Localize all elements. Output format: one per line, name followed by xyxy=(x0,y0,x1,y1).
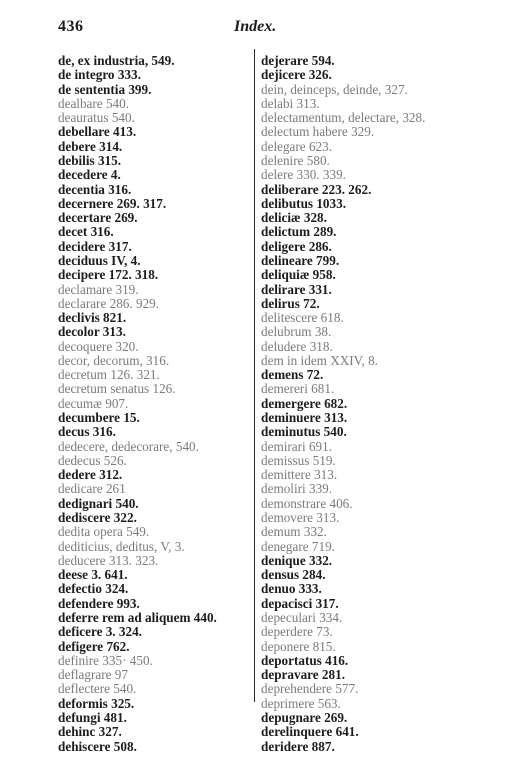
index-entry: dediticius, deditus, V, 3. xyxy=(58,538,185,554)
index-entry: densus 284. xyxy=(261,567,326,583)
index-entry: deducere 313. 323. xyxy=(58,552,159,568)
index-entry: decipere 172. 318. xyxy=(58,267,159,283)
index-entry: deprimere 563. xyxy=(261,695,341,711)
index-entry: demonstrare 406. xyxy=(261,495,353,511)
index-entry: defungi 481. xyxy=(58,709,127,725)
index-entry: demum 332. xyxy=(261,524,327,540)
index-entry: decedere 4. xyxy=(58,167,121,183)
index-entry: demereri 681. xyxy=(261,381,335,397)
index-entry: dejerare 594. xyxy=(261,53,335,68)
index-entry: de, ex industria, 549. xyxy=(58,53,175,68)
index-column-right xyxy=(261,54,425,754)
index-entry: de sententia 399. xyxy=(58,81,152,97)
index-entry: deciduus IV, 4. xyxy=(58,252,141,268)
index-entry: declarare 286. 929. xyxy=(58,295,160,311)
index-entry: delere 330. 339. xyxy=(261,167,346,183)
index-entry: defendere 993. xyxy=(58,595,140,611)
index-entry: delabi 313. xyxy=(261,95,320,111)
index-entry: dem in idem XXIV, 8. xyxy=(261,352,378,368)
index-entry: demittere 313. xyxy=(261,467,338,483)
index-entry: debere 314. xyxy=(58,138,123,154)
index-entry: deminutus 540. xyxy=(261,424,347,440)
index-entry: delirare 331. xyxy=(261,281,332,297)
index-entry: deprehendere 577. xyxy=(261,681,359,697)
index-entry: demens 72. xyxy=(261,367,324,383)
index-entry: dehiscere 508. xyxy=(58,738,137,754)
index-entry: demissus 519. xyxy=(261,452,336,468)
index-entry: deportatus 416. xyxy=(261,652,349,668)
index-entry: deridere 887. xyxy=(261,738,335,754)
index-entry: decet 316. xyxy=(58,224,114,240)
index-entry: decertare 269. xyxy=(58,210,138,226)
index-entry: delectum habere 329. xyxy=(261,124,375,140)
index-entry: decernere 269. 317. xyxy=(58,195,167,211)
index-entry: definire 335· 450. xyxy=(58,652,153,668)
index-column-left xyxy=(58,54,217,754)
page-header xyxy=(58,18,458,40)
index-entry: deperdere 73. xyxy=(261,624,333,640)
index-entry: deliquiæ 958. xyxy=(261,267,336,283)
index-entry: deludere 318. xyxy=(261,338,333,354)
index-entry: demergere 682. xyxy=(261,395,348,411)
index-entry: demirari 691. xyxy=(261,438,333,454)
index-entry: decor, decorum, 316. xyxy=(58,352,170,368)
index-entry: decentia 316. xyxy=(58,181,132,197)
index-entry: demoliri 339. xyxy=(261,481,333,497)
index-entry: dein, deinceps, deinde, 327. xyxy=(261,81,408,97)
index-entry: deflagrare 97 xyxy=(58,667,128,683)
index-entry: deauratus 540. xyxy=(58,110,135,126)
index-entry: deponere 815. xyxy=(261,638,336,654)
index-entry: decolor 313. xyxy=(58,324,126,340)
index-entry: demovere 313. xyxy=(261,510,340,525)
index-entry: defectio 324. xyxy=(58,581,129,597)
index-entry: depeculari 334. xyxy=(261,609,343,625)
index-entry: dedignari 540. xyxy=(58,495,139,511)
index-entry: deliciæ 328. xyxy=(261,210,327,226)
index-entry: denique 332. xyxy=(261,552,333,568)
index-entry: delenire 580. xyxy=(261,152,330,168)
index-entry: dediscere 322. xyxy=(58,510,137,525)
index-entry: debellare 413. xyxy=(58,124,137,140)
index-entry: dedecus 526. xyxy=(58,452,127,468)
index-entry: deficere 3. 324. xyxy=(58,624,142,640)
index-entry: delirus 72. xyxy=(261,295,320,311)
index-entry: depugnare 269. xyxy=(261,709,348,725)
index-entry: dedecere, dedecorare, 540. xyxy=(58,438,199,454)
index-entry: decoquere 320. xyxy=(58,338,139,354)
index-entry: declivis 821. xyxy=(58,310,127,326)
index-entry: deflectere 540. xyxy=(58,681,137,697)
index-entry: deliberare 223. 262. xyxy=(261,181,372,197)
index-entry: delectamentum, delectare, 328. xyxy=(261,110,426,126)
index-entry: derelinquere 641. xyxy=(261,724,359,740)
page-number: 436 xyxy=(58,18,84,35)
index-entry: delegare 623. xyxy=(261,138,333,154)
index-entry: decumæ 907. xyxy=(58,395,129,411)
index-entry: dejicere 326. xyxy=(261,67,332,83)
index-entry: de integro 333. xyxy=(58,67,141,83)
index-entry: decumbere 15. xyxy=(58,410,140,426)
index-entry: depravare 281. xyxy=(261,667,345,683)
index-entry: debilis 315. xyxy=(58,152,122,168)
index-entry: dedita opera 549. xyxy=(58,524,150,540)
index-entry: denuo 333. xyxy=(261,581,322,597)
index-entry: deese 3. 641. xyxy=(58,567,128,583)
index-entry: deminuere 313. xyxy=(261,410,348,426)
index-entry: delibutus 1033. xyxy=(261,195,347,211)
index-entry: defigere 762. xyxy=(58,638,130,654)
index-entry: deligere 286. xyxy=(261,238,332,254)
index-entry: decretum senatus 126. xyxy=(58,381,176,397)
index-entry: decretum 126. 321. xyxy=(58,367,160,383)
index-entry: dealbare 540. xyxy=(58,95,130,111)
index-entry: delineare 799. xyxy=(261,252,340,268)
index-entry: dehinc 327. xyxy=(58,724,122,740)
index-entry: delictum 289. xyxy=(261,224,337,240)
running-head: Index. xyxy=(234,18,277,35)
index-entry: dedicare 261 xyxy=(58,481,126,497)
index-entry: delubrum 38. xyxy=(261,324,332,340)
index-entry: denegare 719. xyxy=(261,538,335,554)
index-entry: declamare 319. xyxy=(58,281,139,297)
index-entry: depacisci 317. xyxy=(261,595,339,611)
column-divider xyxy=(254,49,255,702)
index-entry: dedere 312. xyxy=(58,467,123,483)
index-entry: delitescere 618. xyxy=(261,310,344,326)
index-entry: decidere 317. xyxy=(58,238,132,254)
index-entry: deformis 325. xyxy=(58,695,135,711)
index-entry: deferre rem ad aliquem 440. xyxy=(58,609,217,625)
index-entry: decus 316. xyxy=(58,424,116,440)
